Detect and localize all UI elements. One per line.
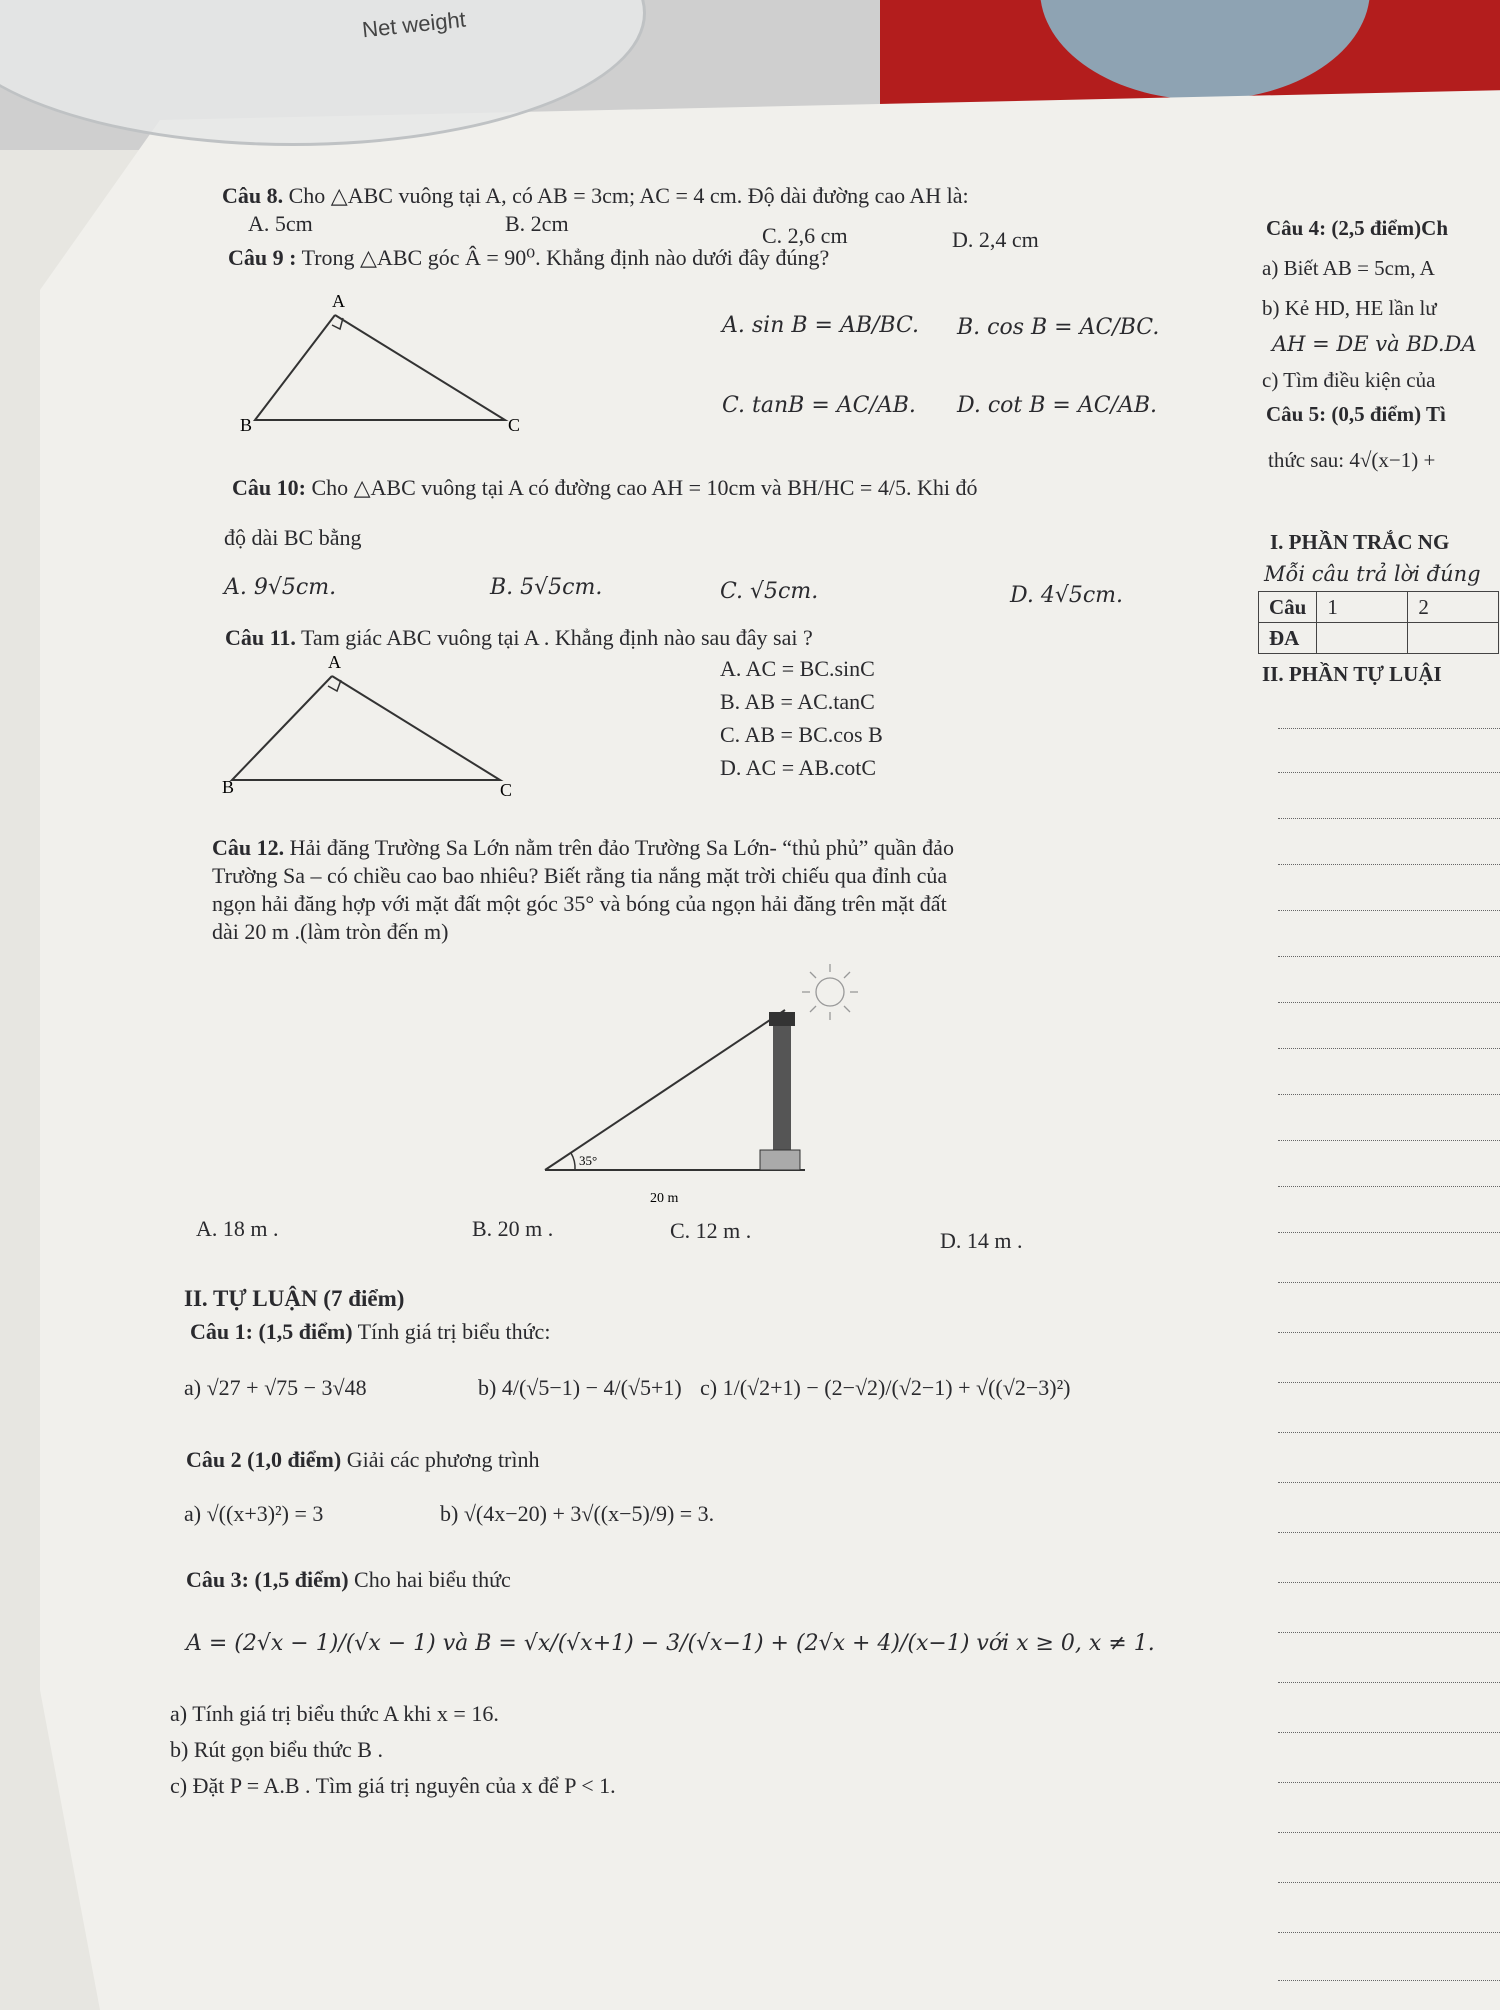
c1-item-b: b) 4/(√5−1) − 4/(√5+1) [478, 1375, 682, 1400]
q11-option-b: B. AB = AC.tanC [720, 689, 875, 714]
answer-line [1278, 728, 1500, 729]
answer-line [1278, 1048, 1500, 1049]
table-cell: Câu [1259, 592, 1317, 623]
answer-line [1278, 1282, 1500, 1283]
vertex-b-label: B [240, 415, 253, 435]
c4-part-b: b) Kẻ HD, HE lần lư [1262, 296, 1437, 320]
section-1-subheading: Mỗi câu trả lời đúng [1264, 562, 1481, 586]
c4-part-c: c) Tìm điều kiện của [1262, 368, 1436, 392]
vertex-c-label: C [500, 780, 513, 798]
lighthouse-tower [773, 1020, 791, 1170]
question-text-line-2: Trường Sa – có chiều cao bao nhiêu? Biết rằng tia nắng mặt trời chiếu qua đỉnh của [212, 863, 948, 888]
sun-icon [802, 964, 858, 1020]
q9-option-a: A. sin B = AB/BC. [722, 313, 920, 338]
question-label: Câu 12. [212, 835, 285, 860]
q9-option-c: C. tanB = AC/AB. [722, 393, 916, 418]
question-text: Giải các phương trình [346, 1447, 540, 1472]
sun-ray [545, 1010, 785, 1170]
question-text-line-4: dài 20 m .(làm tròn đến m) [212, 919, 449, 944]
c1-item-a: a) √27 + √75 − 3√48 [184, 1375, 367, 1400]
question-8 [222, 182, 969, 210]
answer-line [1278, 818, 1500, 819]
angle-label: 35° [579, 1153, 598, 1168]
q8-option-a: A. 5cm [248, 211, 313, 236]
essay-question-1 [190, 1318, 550, 1346]
q12-option-c: C. 12 m . [670, 1218, 752, 1243]
q9-option-b: B. cos B = AC/BC. [957, 315, 1160, 340]
answer-line [1278, 1632, 1500, 1633]
table-cell [1317, 623, 1408, 654]
q10-option-a: A. 9√5cm. [224, 575, 337, 600]
q11-option-c: C. AB = BC.cos B [720, 722, 883, 747]
q11-option-a: A. AC = BC.sinC [720, 656, 875, 681]
q12-option-b: B. 20 m . [472, 1216, 554, 1241]
answer-line [1278, 1732, 1500, 1733]
answer-line [1278, 1432, 1500, 1433]
essay-question-3 [186, 1566, 511, 1594]
c3-item-a: a) Tính giá trị biểu thức A khi x = 16. [170, 1701, 499, 1726]
question-label: Câu 2 (1,0 điểm) [186, 1447, 342, 1472]
question-text: Cho △ABC vuông tại A có đường cao AH = 10cm và BH/HC = 4/5. Khi đó [311, 475, 978, 500]
q8-option-d: D. 2,4 cm [952, 227, 1039, 252]
question-text: Tính giá trị biểu thức: [357, 1319, 551, 1344]
c4-part-a: a) Biết AB = 5cm, A [1262, 256, 1435, 280]
q10-option-d: D. 4√5cm. [1010, 583, 1124, 608]
answer-line [1278, 1682, 1500, 1683]
c3-expressions: A = (2√x − 1)/(√x − 1) và B = √x/(√x+1) − 3/(√x−1) + (2√x + 4)/(x−1) với x ≥ 0, x ≠ 1. [186, 1631, 1155, 1656]
answer-line [1278, 1002, 1500, 1003]
answer-line [1278, 1094, 1500, 1095]
question-label: Câu 10: [232, 475, 306, 500]
answer-line [1278, 1582, 1500, 1583]
answer-line [1278, 1532, 1500, 1533]
question-label: Câu 1: (1,5 điểm) [190, 1319, 353, 1344]
table-row [1259, 623, 1499, 654]
answer-line [1278, 1140, 1500, 1141]
q8-option-b: B. 2cm [505, 211, 569, 236]
c3-item-c: c) Đặt P = A.B . Tìm giá trị nguyên của x để P < 1. [170, 1773, 616, 1798]
c5-label: Câu 5: (0,5 điểm) Tì [1266, 402, 1446, 426]
answer-line [1278, 1232, 1500, 1233]
c5-text: thức sau: 4√(x−1) + [1268, 448, 1436, 472]
answer-line [1278, 864, 1500, 865]
c1-item-c: c) 1/(√2+1) − (2−√2)/(√2−1) + √((√2−3)²) [700, 1375, 1071, 1400]
vertex-a-label: A [328, 652, 341, 672]
table-cell [1408, 623, 1499, 654]
table-cell: 1 [1317, 592, 1408, 623]
vertex-b-label: B [222, 777, 235, 797]
answer-line [1278, 1832, 1500, 1833]
question-text-line-3: ngọn hải đăng hợp với mặt đất một góc 35° và bóng của ngọn hải đăng trên mặt đất [212, 891, 947, 916]
section-2-heading: II. PHẦN TỰ LUẬI [1262, 662, 1442, 686]
vertex-a-label: A [332, 291, 345, 311]
q11-triangle-figure [220, 648, 520, 798]
answer-line [1278, 1980, 1500, 1981]
question-text-line-1: Hải đăng Trường Sa Lớn nằm trên đảo Trường Sa Lớn- “thủ phủ” quần đảo [289, 835, 954, 860]
answer-line [1278, 910, 1500, 911]
vertex-c-label: C [508, 415, 520, 435]
answer-line [1278, 956, 1500, 957]
answer-line [1278, 1382, 1500, 1383]
c4-part-b-cont: AH = DE và BD.DA [1272, 332, 1477, 356]
question-9 [228, 244, 829, 272]
question-10-continued: độ dài BC bằng [224, 525, 362, 550]
lighthouse-figure [535, 960, 875, 1210]
q12-option-a: A. 18 m . [196, 1216, 279, 1241]
c2-item-b: b) √(4x−20) + 3√((x−5)/9) = 3. [440, 1501, 715, 1526]
section-1-heading: I. PHẦN TRẮC NG [1270, 530, 1450, 554]
q11-option-d: D. AC = AB.cotC [720, 755, 877, 780]
q10-option-c: C. √5cm. [720, 579, 819, 604]
table-cell: 2 [1408, 592, 1499, 623]
c3-item-b: b) Rút gọn biểu thức B . [170, 1737, 383, 1762]
question-label: Câu 8. [222, 183, 284, 208]
question-10 [232, 474, 977, 502]
c2-item-a: a) √((x+3)²) = 3 [184, 1501, 324, 1526]
answer-line [1278, 772, 1500, 773]
essay-question-2 [186, 1446, 540, 1474]
q9-triangle-figure [240, 285, 520, 435]
q12-option-d: D. 14 m . [940, 1228, 1023, 1253]
q8-option-c: C. 2,6 cm [762, 223, 848, 248]
c4-label: Câu 4: (2,5 điểm)Ch [1266, 216, 1448, 240]
question-label: Câu 9 : [228, 245, 297, 270]
question-12 [212, 834, 954, 862]
question-text: Tam giác ABC vuông tại A . Khẳng định nào sau đây sai ? [301, 625, 813, 650]
part2-heading: II. TỰ LUẬN (7 điểm) [184, 1286, 405, 1311]
question-label: Câu 3: (1,5 điểm) [186, 1567, 349, 1592]
answer-table [1258, 591, 1499, 654]
answer-line [1278, 1186, 1500, 1187]
base-length-label: 20 m [650, 1191, 679, 1206]
q9-option-d: D. cot B = AC/AB. [957, 393, 1158, 418]
container-label: Net weight [360, 6, 467, 43]
answer-line [1278, 1482, 1500, 1483]
table-cell: ĐA [1259, 623, 1317, 654]
answer-line [1278, 1882, 1500, 1883]
question-text: Cho △ABC vuông tại A, có AB = 3cm; AC = 4 cm. Độ dài đường cao AH là: [288, 183, 969, 208]
answer-line [1278, 1932, 1500, 1933]
answer-line [1278, 1332, 1500, 1333]
table-row [1259, 592, 1499, 623]
answer-line [1278, 1782, 1500, 1783]
question-text: Cho hai biểu thức [354, 1567, 511, 1592]
question-text: Trong △ABC góc Â = 90⁰. Khẳng định nào dưới đây đúng? [301, 245, 830, 270]
q10-option-b: B. 5√5cm. [490, 575, 603, 600]
question-label: Câu 11. [225, 625, 296, 650]
